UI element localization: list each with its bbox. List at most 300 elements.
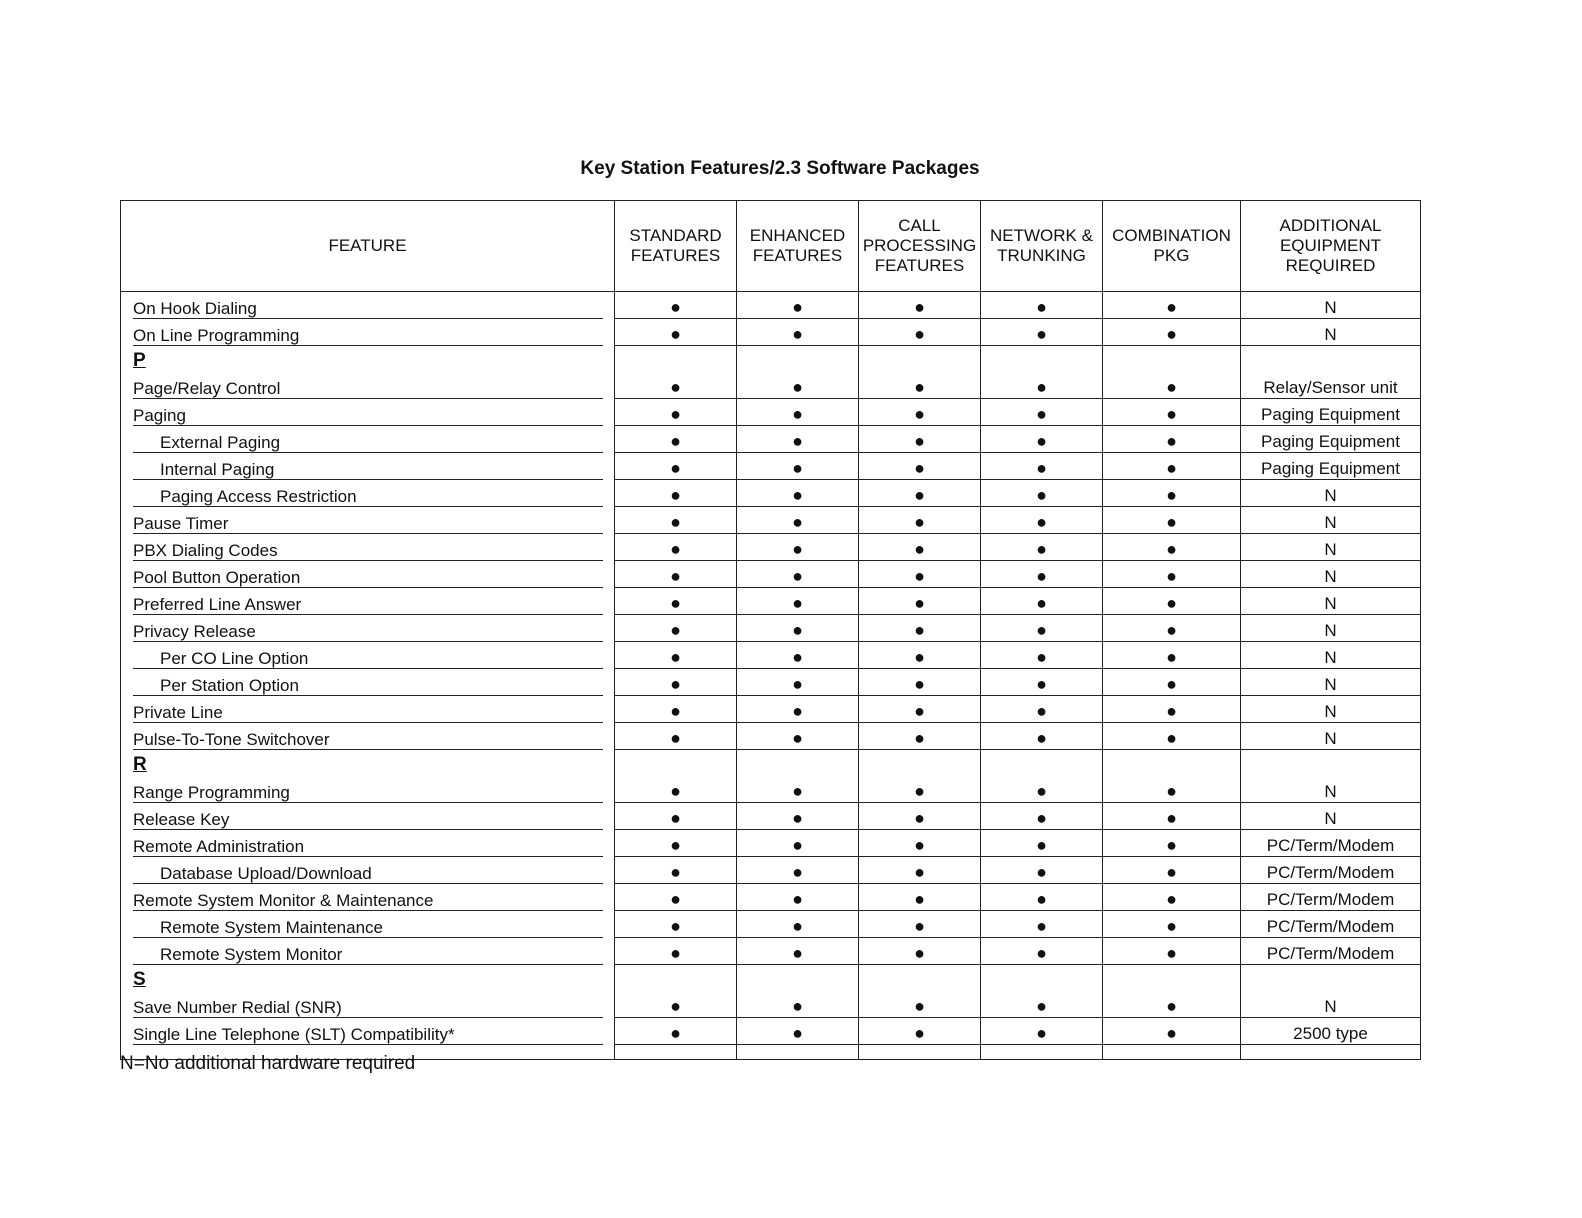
call-processing-dot-cell — [859, 723, 981, 750]
section-letter-cell — [121, 965, 615, 992]
feature-cell — [121, 830, 615, 857]
call-processing-dot-cell — [859, 534, 981, 561]
table-row — [121, 561, 1421, 588]
bullet-icon: ● — [1166, 593, 1177, 613]
equipment-value: PC/Term/Modem — [1266, 890, 1395, 909]
bullet-icon: ● — [792, 297, 803, 317]
network-dot-cell — [981, 426, 1103, 453]
bullet-icon: ● — [1166, 377, 1177, 397]
combination-dot-cell — [1103, 830, 1241, 857]
standard-dot-cell — [615, 615, 737, 642]
bullet-icon: ● — [792, 1023, 803, 1043]
feature-label: Release Key — [133, 810, 603, 830]
equipment-value: N — [1324, 513, 1337, 532]
empty-cell — [737, 346, 859, 373]
bullet-icon: ● — [670, 431, 681, 451]
table-body — [121, 292, 1421, 1060]
equipment-cell — [1241, 372, 1421, 399]
bullet-icon: ● — [670, 889, 681, 909]
header-row — [121, 201, 1421, 292]
equipment-value: N — [1324, 567, 1337, 586]
equipment-value: Paging Equipment — [1261, 405, 1400, 424]
equipment-cell — [1241, 803, 1421, 830]
bullet-icon: ● — [914, 808, 925, 828]
call-processing-dot-cell — [859, 991, 981, 1018]
bullet-icon: ● — [914, 297, 925, 317]
enhanced-dot-cell — [737, 292, 859, 319]
header-call-processing-features: CALL PROCESSING FEATURES — [859, 201, 981, 292]
section-letter-cell — [121, 346, 615, 373]
enhanced-dot-cell — [737, 319, 859, 346]
table-row — [121, 830, 1421, 857]
network-dot-cell — [981, 399, 1103, 426]
call-processing-dot-cell — [859, 615, 981, 642]
feature-label: Pool Button Operation — [133, 568, 603, 588]
feature-label: Remote System Monitor & Maintenance — [133, 891, 603, 911]
bullet-icon: ● — [1036, 485, 1047, 505]
bullet-icon: ● — [1036, 781, 1047, 801]
network-dot-cell — [981, 911, 1103, 938]
network-dot-cell — [981, 480, 1103, 507]
call-processing-dot-cell — [859, 480, 981, 507]
enhanced-dot-cell — [737, 615, 859, 642]
enhanced-dot-cell — [737, 534, 859, 561]
header-enhanced-features: ENHANCED FEATURES — [737, 201, 859, 292]
equipment-cell — [1241, 426, 1421, 453]
header-standard-features: STANDARD FEATURES — [615, 201, 737, 292]
combination-dot-cell — [1103, 803, 1241, 830]
feature-label: Range Programming — [133, 783, 603, 803]
standard-dot-cell — [615, 830, 737, 857]
combination-dot-cell — [1103, 615, 1241, 642]
feature-label: Internal Paging — [133, 460, 603, 480]
empty-cell — [615, 965, 737, 992]
bullet-icon: ● — [1036, 512, 1047, 532]
table-row — [121, 453, 1421, 480]
table-row — [121, 319, 1421, 346]
standard-dot-cell — [615, 857, 737, 884]
equipment-cell — [1241, 1018, 1421, 1045]
empty-cell — [1103, 750, 1241, 777]
feature-cell — [121, 534, 615, 561]
bullet-icon: ● — [1036, 566, 1047, 586]
standard-dot-cell — [615, 534, 737, 561]
enhanced-dot-cell — [737, 642, 859, 669]
equipment-cell — [1241, 507, 1421, 534]
enhanced-dot-cell — [737, 507, 859, 534]
document-title: Key Station Features/2.3 Software Packages — [580, 158, 980, 179]
bullet-icon: ● — [670, 1023, 681, 1043]
combination-dot-cell — [1103, 776, 1241, 803]
standard-dot-cell — [615, 372, 737, 399]
equipment-value: PC/Term/Modem — [1266, 944, 1395, 963]
table-row — [121, 534, 1421, 561]
feature-label: Database Upload/Download — [133, 864, 603, 884]
empty-cell — [1241, 750, 1421, 777]
bullet-icon: ● — [792, 620, 803, 640]
call-processing-dot-cell — [859, 561, 981, 588]
bullet-icon: ● — [670, 862, 681, 882]
bullet-icon: ● — [914, 485, 925, 505]
call-processing-dot-cell — [859, 453, 981, 480]
bullet-icon: ● — [1036, 297, 1047, 317]
equipment-value: PC/Term/Modem — [1266, 836, 1395, 855]
equipment-value: PC/Term/Modem — [1266, 917, 1395, 936]
bullet-icon: ● — [792, 701, 803, 721]
network-dot-cell — [981, 453, 1103, 480]
section-letter-row — [121, 346, 1421, 373]
standard-dot-cell — [615, 319, 737, 346]
bullet-icon: ● — [914, 647, 925, 667]
table-row — [121, 857, 1421, 884]
feature-cell — [121, 911, 615, 938]
equipment-value: N — [1324, 298, 1337, 317]
combination-dot-cell — [1103, 857, 1241, 884]
combination-dot-cell — [1103, 426, 1241, 453]
feature-cell — [121, 453, 615, 480]
section-letter: S — [133, 969, 146, 990]
feature-cell — [121, 938, 615, 965]
section-letter-cell — [121, 750, 615, 777]
bullet-icon: ● — [670, 835, 681, 855]
call-processing-dot-cell — [859, 292, 981, 319]
bullet-icon: ● — [1166, 889, 1177, 909]
enhanced-dot-cell — [737, 776, 859, 803]
bullet-icon: ● — [1166, 862, 1177, 882]
network-dot-cell — [981, 723, 1103, 750]
table-row — [121, 803, 1421, 830]
network-dot-cell — [981, 319, 1103, 346]
bullet-icon: ● — [1036, 620, 1047, 640]
bullet-icon: ● — [914, 889, 925, 909]
bullet-icon: ● — [792, 728, 803, 748]
combination-dot-cell — [1103, 372, 1241, 399]
call-processing-dot-cell — [859, 776, 981, 803]
call-processing-dot-cell — [859, 669, 981, 696]
network-dot-cell — [981, 696, 1103, 723]
bullet-icon: ● — [670, 620, 681, 640]
equipment-cell — [1241, 615, 1421, 642]
enhanced-dot-cell — [737, 399, 859, 426]
bullet-icon: ● — [1036, 593, 1047, 613]
combination-dot-cell — [1103, 911, 1241, 938]
bullet-icon: ● — [792, 889, 803, 909]
standard-dot-cell — [615, 426, 737, 453]
empty-cell — [981, 1045, 1103, 1060]
combination-dot-cell — [1103, 561, 1241, 588]
bullet-icon: ● — [1036, 377, 1047, 397]
enhanced-dot-cell — [737, 426, 859, 453]
equipment-value: N — [1324, 540, 1337, 559]
combination-dot-cell — [1103, 453, 1241, 480]
feature-cell — [121, 372, 615, 399]
bullet-icon: ● — [670, 808, 681, 828]
bullet-icon: ● — [1036, 1023, 1047, 1043]
equipment-cell — [1241, 399, 1421, 426]
enhanced-dot-cell — [737, 561, 859, 588]
bullet-icon: ● — [792, 593, 803, 613]
call-processing-dot-cell — [859, 399, 981, 426]
bullet-icon: ● — [1166, 458, 1177, 478]
footnote: N=No additional hardware required — [120, 1053, 416, 1074]
standard-dot-cell — [615, 669, 737, 696]
bullet-icon: ● — [792, 835, 803, 855]
bullet-icon: ● — [914, 324, 925, 344]
feature-label: On Hook Dialing — [133, 299, 603, 319]
network-dot-cell — [981, 372, 1103, 399]
combination-dot-cell — [1103, 723, 1241, 750]
feature-label: Private Line — [133, 703, 603, 723]
call-processing-dot-cell — [859, 426, 981, 453]
bullet-icon: ● — [670, 593, 681, 613]
network-dot-cell — [981, 803, 1103, 830]
bullet-icon: ● — [792, 647, 803, 667]
equipment-value: PC/Term/Modem — [1266, 863, 1395, 882]
feature-label: Paging Access Restriction — [133, 487, 603, 507]
bullet-icon: ● — [1036, 431, 1047, 451]
standard-dot-cell — [615, 561, 737, 588]
equipment-value: N — [1324, 702, 1337, 721]
bullet-icon: ● — [1036, 458, 1047, 478]
feature-cell — [121, 723, 615, 750]
bullet-icon: ● — [792, 943, 803, 963]
feature-label: Remote System Maintenance — [133, 918, 603, 938]
standard-dot-cell — [615, 588, 737, 615]
bullet-icon: ● — [792, 808, 803, 828]
equipment-value: N — [1324, 782, 1337, 801]
enhanced-dot-cell — [737, 588, 859, 615]
bullet-icon: ● — [914, 404, 925, 424]
header-feature: FEATURE — [121, 201, 615, 292]
bullet-icon: ● — [914, 943, 925, 963]
bullet-icon: ● — [670, 701, 681, 721]
feature-label: PBX Dialing Codes — [133, 541, 603, 561]
network-dot-cell — [981, 830, 1103, 857]
bullet-icon: ● — [1166, 566, 1177, 586]
enhanced-dot-cell — [737, 696, 859, 723]
standard-dot-cell — [615, 642, 737, 669]
feature-cell — [121, 857, 615, 884]
enhanced-dot-cell — [737, 803, 859, 830]
network-dot-cell — [981, 1018, 1103, 1045]
equipment-cell — [1241, 991, 1421, 1018]
feature-label: Pause Timer — [133, 514, 603, 534]
equipment-cell — [1241, 696, 1421, 723]
table-row — [121, 507, 1421, 534]
table-row — [121, 938, 1421, 965]
equipment-value: N — [1324, 648, 1337, 667]
enhanced-dot-cell — [737, 723, 859, 750]
standard-dot-cell — [615, 911, 737, 938]
equipment-cell — [1241, 938, 1421, 965]
equipment-cell — [1241, 480, 1421, 507]
equipment-value: 2500 type — [1293, 1024, 1368, 1043]
table-row — [121, 426, 1421, 453]
bullet-icon: ● — [914, 674, 925, 694]
feature-cell — [121, 507, 615, 534]
empty-cell — [1103, 1045, 1241, 1060]
network-dot-cell — [981, 991, 1103, 1018]
table-row — [121, 776, 1421, 803]
combination-dot-cell — [1103, 480, 1241, 507]
enhanced-dot-cell — [737, 372, 859, 399]
empty-cell — [981, 750, 1103, 777]
combination-dot-cell — [1103, 884, 1241, 911]
call-processing-dot-cell — [859, 642, 981, 669]
empty-cell — [981, 965, 1103, 992]
bullet-icon: ● — [1036, 701, 1047, 721]
bullet-icon: ● — [1036, 404, 1047, 424]
feature-cell — [121, 991, 615, 1018]
standard-dot-cell — [615, 1018, 737, 1045]
bullet-icon: ● — [914, 916, 925, 936]
table-row — [121, 588, 1421, 615]
bullet-icon: ● — [1166, 701, 1177, 721]
equipment-value: N — [1324, 325, 1337, 344]
empty-cell — [859, 346, 981, 373]
combination-dot-cell — [1103, 588, 1241, 615]
bullet-icon: ● — [792, 458, 803, 478]
bullet-icon: ● — [792, 862, 803, 882]
empty-cell — [1103, 965, 1241, 992]
bullet-icon: ● — [1036, 674, 1047, 694]
feature-label: Paging — [133, 406, 603, 426]
call-processing-dot-cell — [859, 884, 981, 911]
feature-cell — [121, 399, 615, 426]
bullet-icon: ● — [670, 377, 681, 397]
call-processing-dot-cell — [859, 857, 981, 884]
empty-cell — [615, 750, 737, 777]
bullet-icon: ● — [1036, 324, 1047, 344]
standard-dot-cell — [615, 292, 737, 319]
network-dot-cell — [981, 938, 1103, 965]
bullet-icon: ● — [914, 620, 925, 640]
bullet-icon: ● — [1166, 539, 1177, 559]
bullet-icon: ● — [1036, 996, 1047, 1016]
equipment-cell — [1241, 911, 1421, 938]
bullet-icon: ● — [792, 431, 803, 451]
table-row — [121, 399, 1421, 426]
bullet-icon: ● — [914, 728, 925, 748]
table-row — [121, 669, 1421, 696]
bullet-icon: ● — [914, 377, 925, 397]
feature-cell — [121, 292, 615, 319]
equipment-value: Relay/Sensor unit — [1263, 378, 1398, 397]
bullet-icon: ● — [792, 485, 803, 505]
bullet-icon: ● — [670, 996, 681, 1016]
network-dot-cell — [981, 669, 1103, 696]
empty-cell — [859, 750, 981, 777]
bullet-icon: ● — [1166, 404, 1177, 424]
table-row — [121, 911, 1421, 938]
bullet-icon: ● — [792, 916, 803, 936]
network-dot-cell — [981, 561, 1103, 588]
enhanced-dot-cell — [737, 480, 859, 507]
bullet-icon: ● — [1166, 1023, 1177, 1043]
bullet-icon: ● — [1036, 728, 1047, 748]
standard-dot-cell — [615, 776, 737, 803]
feature-cell — [121, 696, 615, 723]
empty-cell — [615, 346, 737, 373]
empty-cell — [1241, 346, 1421, 373]
equipment-value: N — [1324, 621, 1337, 640]
combination-dot-cell — [1103, 669, 1241, 696]
equipment-cell — [1241, 857, 1421, 884]
empty-cell — [737, 965, 859, 992]
equipment-value: Paging Equipment — [1261, 459, 1400, 478]
standard-dot-cell — [615, 507, 737, 534]
bullet-icon: ● — [792, 512, 803, 532]
enhanced-dot-cell — [737, 1018, 859, 1045]
empty-cell — [1241, 1045, 1421, 1060]
enhanced-dot-cell — [737, 857, 859, 884]
enhanced-dot-cell — [737, 453, 859, 480]
equipment-cell — [1241, 884, 1421, 911]
equipment-cell — [1241, 723, 1421, 750]
standard-dot-cell — [615, 803, 737, 830]
bullet-icon: ● — [914, 835, 925, 855]
bullet-icon: ● — [1166, 324, 1177, 344]
combination-dot-cell — [1103, 642, 1241, 669]
combination-dot-cell — [1103, 507, 1241, 534]
section-letter: P — [133, 350, 146, 371]
equipment-cell — [1241, 534, 1421, 561]
empty-cell — [1103, 346, 1241, 373]
bullet-icon: ● — [914, 593, 925, 613]
equipment-cell — [1241, 588, 1421, 615]
feature-cell — [121, 776, 615, 803]
bullet-icon: ● — [670, 781, 681, 801]
empty-cell — [737, 750, 859, 777]
table-row — [121, 480, 1421, 507]
empty-cell — [737, 1045, 859, 1060]
bullet-icon: ● — [1166, 485, 1177, 505]
network-dot-cell — [981, 534, 1103, 561]
bullet-icon: ● — [914, 1023, 925, 1043]
feature-label: Remote Administration — [133, 837, 603, 857]
section-letter: R — [133, 754, 147, 775]
combination-dot-cell — [1103, 319, 1241, 346]
empty-cell — [981, 346, 1103, 373]
bullet-icon: ● — [792, 996, 803, 1016]
empty-cell — [859, 1045, 981, 1060]
feature-label: Single Line Telephone (SLT) Compatibility* — [133, 1025, 603, 1045]
bullet-icon: ● — [914, 996, 925, 1016]
combination-dot-cell — [1103, 292, 1241, 319]
enhanced-dot-cell — [737, 938, 859, 965]
call-processing-dot-cell — [859, 803, 981, 830]
bullet-icon: ● — [1166, 728, 1177, 748]
call-processing-dot-cell — [859, 938, 981, 965]
bullet-icon: ● — [1166, 808, 1177, 828]
bullet-icon: ● — [670, 647, 681, 667]
feature-label: On Line Programming — [133, 326, 603, 346]
table-row — [121, 884, 1421, 911]
network-dot-cell — [981, 292, 1103, 319]
feature-label: Privacy Release — [133, 622, 603, 642]
bullet-icon: ● — [1166, 674, 1177, 694]
equipment-cell — [1241, 561, 1421, 588]
call-processing-dot-cell — [859, 372, 981, 399]
equipment-value: N — [1324, 675, 1337, 694]
call-processing-dot-cell — [859, 911, 981, 938]
network-dot-cell — [981, 507, 1103, 534]
bullet-icon: ● — [1036, 943, 1047, 963]
feature-cell — [121, 426, 615, 453]
bullet-icon: ● — [914, 781, 925, 801]
combination-dot-cell — [1103, 696, 1241, 723]
bullet-icon: ● — [1036, 647, 1047, 667]
